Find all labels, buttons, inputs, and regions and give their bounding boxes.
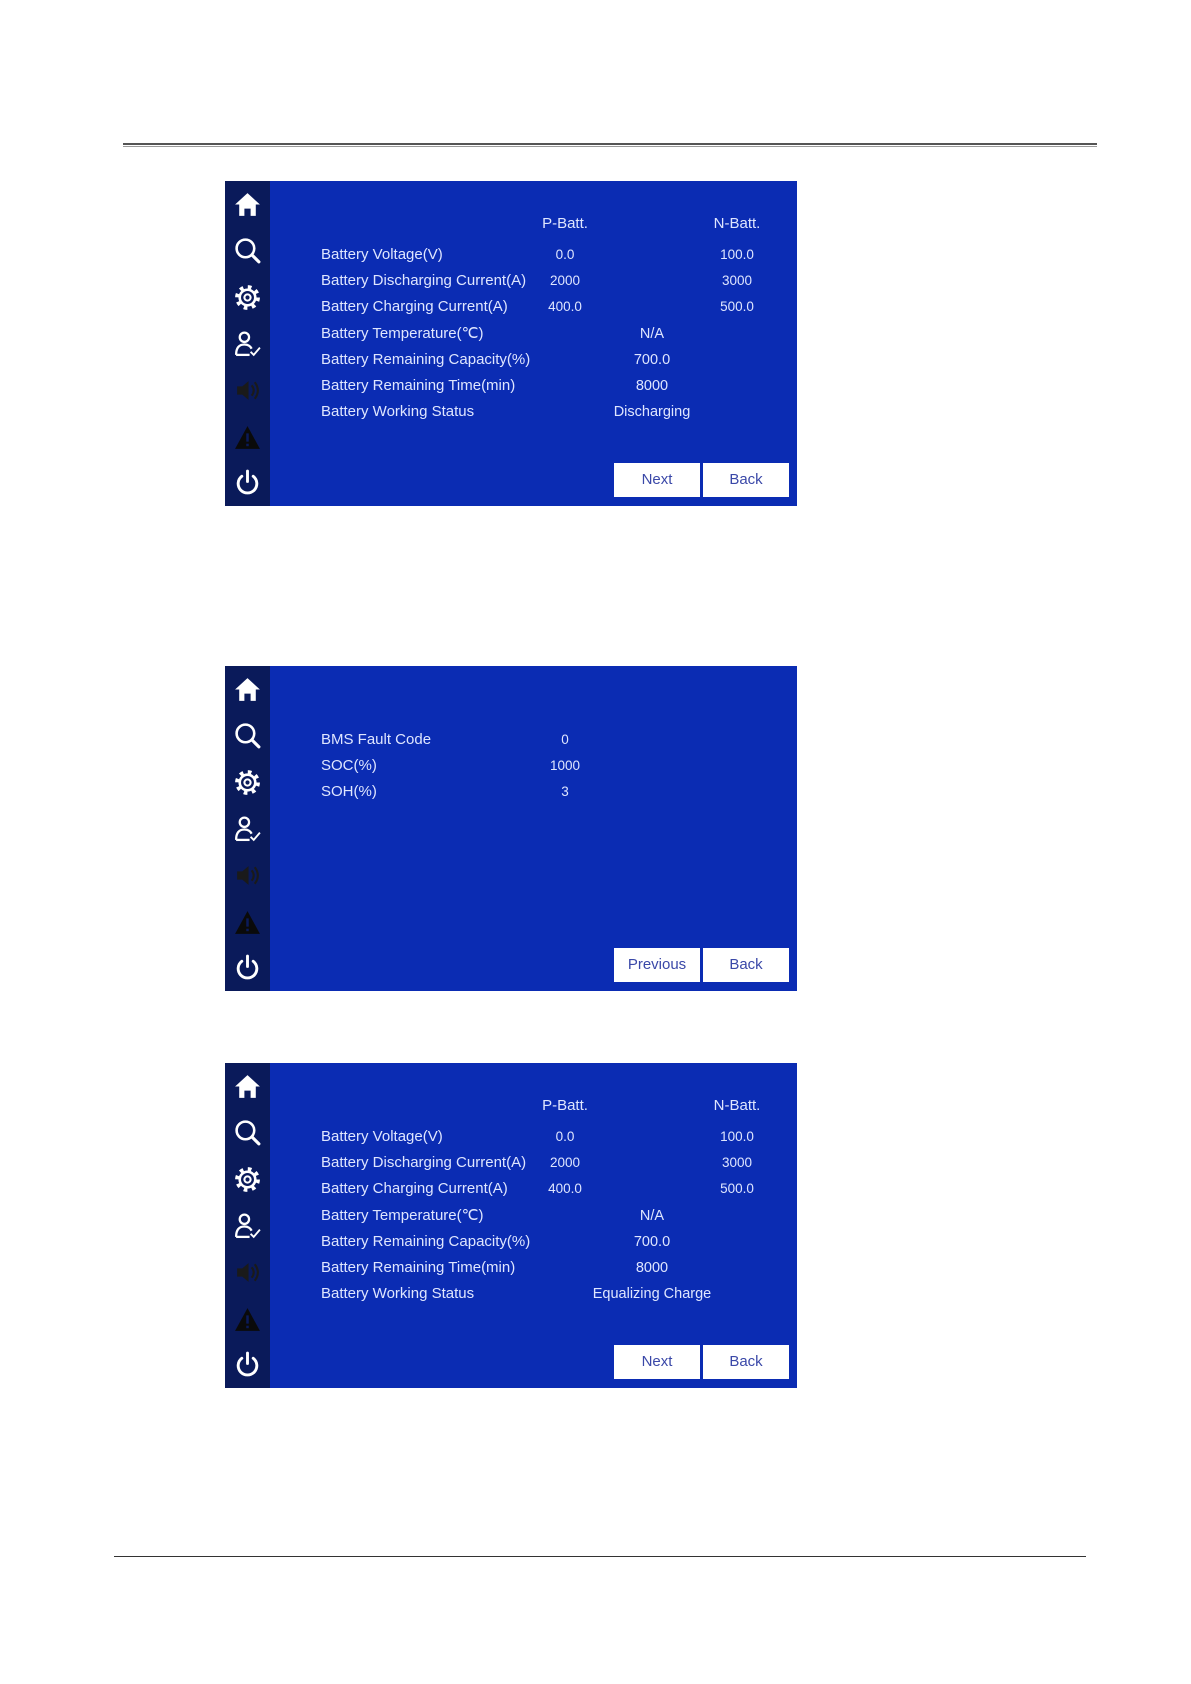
search-icon[interactable] (233, 721, 262, 750)
sidebar-nav (225, 666, 270, 991)
row-label: BMS Fault Code (321, 731, 432, 748)
n-batt-value: 3000 (721, 273, 753, 288)
search-icon[interactable] (233, 1118, 262, 1147)
row-label: Battery Remaining Capacity(%) (321, 1233, 531, 1250)
battery-info-screen-discharging (225, 181, 797, 506)
soc-value: 1000 (549, 758, 581, 773)
row-label: Battery Remaining Time(min) (321, 1259, 516, 1276)
column-header-p-batt: P-Batt. (542, 1097, 588, 1114)
row-label: Battery Remaining Time(min) (321, 377, 516, 394)
user-check-icon[interactable] (233, 1211, 262, 1240)
p-batt-value: 400.0 (548, 1181, 582, 1196)
column-header-p-batt: P-Batt. (542, 215, 588, 232)
warning-icon[interactable] (233, 908, 262, 937)
column-header-n-batt: N-Batt. (713, 215, 761, 232)
row-label: Battery Voltage(V) (321, 246, 443, 263)
n-batt-value: 500.0 (720, 1181, 754, 1196)
previous-button[interactable]: Previous (614, 948, 700, 982)
header-rule-thin (123, 146, 1097, 147)
row-label: Battery Working Status (321, 1285, 475, 1302)
p-batt-value: 400.0 (548, 299, 582, 314)
back-button[interactable]: Back (703, 463, 789, 497)
working-status-value: Discharging (613, 404, 691, 420)
p-batt-value: 0.0 (555, 1129, 575, 1144)
gear-icon[interactable] (233, 1165, 262, 1194)
row-label: Battery Temperature(℃) (321, 1207, 484, 1224)
gear-icon[interactable] (233, 768, 262, 797)
home-icon[interactable] (233, 675, 262, 704)
user-check-icon[interactable] (233, 329, 262, 358)
row-label: Battery Discharging Current(A) (321, 1154, 527, 1171)
speaker-icon[interactable] (233, 1258, 262, 1287)
row-label: Battery Temperature(℃) (321, 325, 484, 342)
p-batt-value: 2000 (549, 1155, 581, 1170)
soh-value: 3 (561, 784, 569, 799)
row-value: N/A (639, 1208, 665, 1224)
warning-icon[interactable] (233, 423, 262, 452)
p-batt-value: 0.0 (555, 247, 575, 262)
row-label: SOH(%) (321, 783, 377, 800)
speaker-icon[interactable] (233, 861, 262, 890)
power-icon[interactable] (233, 1350, 262, 1379)
warning-icon[interactable] (233, 1305, 262, 1334)
working-status-value: Equalizing Charge (592, 1286, 712, 1302)
row-value: 8000 (635, 1260, 669, 1276)
next-button[interactable]: Next (614, 1345, 700, 1379)
column-header-n-batt: N-Batt. (713, 1097, 761, 1114)
row-value: 8000 (635, 378, 669, 394)
power-icon[interactable] (233, 468, 262, 497)
row-label: Battery Charging Current(A) (321, 1180, 508, 1197)
back-button[interactable]: Back (703, 948, 789, 982)
header-rule (123, 143, 1097, 145)
row-value: 700.0 (633, 352, 671, 368)
sidebar-nav (225, 1063, 270, 1388)
battery-info-screen-equalizing (225, 1063, 797, 1388)
row-label: Battery Remaining Capacity(%) (321, 351, 531, 368)
row-label: SOC(%) (321, 757, 377, 774)
row-label: Battery Voltage(V) (321, 1128, 443, 1145)
back-button[interactable]: Back (703, 1345, 789, 1379)
row-value: 700.0 (633, 1234, 671, 1250)
power-icon[interactable] (233, 953, 262, 982)
n-batt-value: 3000 (721, 1155, 753, 1170)
sidebar-nav (225, 181, 270, 506)
footer-rule (114, 1556, 1086, 1557)
bms-fault-code-value: 0 (561, 732, 569, 747)
home-icon[interactable] (233, 1072, 262, 1101)
n-batt-value: 500.0 (720, 299, 754, 314)
gear-icon[interactable] (233, 283, 262, 312)
n-batt-value: 100.0 (720, 1129, 754, 1144)
search-icon[interactable] (233, 236, 262, 265)
bms-info-screen (225, 666, 797, 991)
row-label: Battery Discharging Current(A) (321, 272, 527, 289)
n-batt-value: 100.0 (720, 247, 754, 262)
p-batt-value: 2000 (549, 273, 581, 288)
home-icon[interactable] (233, 190, 262, 219)
speaker-icon[interactable] (233, 376, 262, 405)
user-check-icon[interactable] (233, 814, 262, 843)
row-label: Battery Charging Current(A) (321, 298, 508, 315)
row-value: N/A (639, 326, 665, 342)
next-button[interactable]: Next (614, 463, 700, 497)
row-label: Battery Working Status (321, 403, 475, 420)
